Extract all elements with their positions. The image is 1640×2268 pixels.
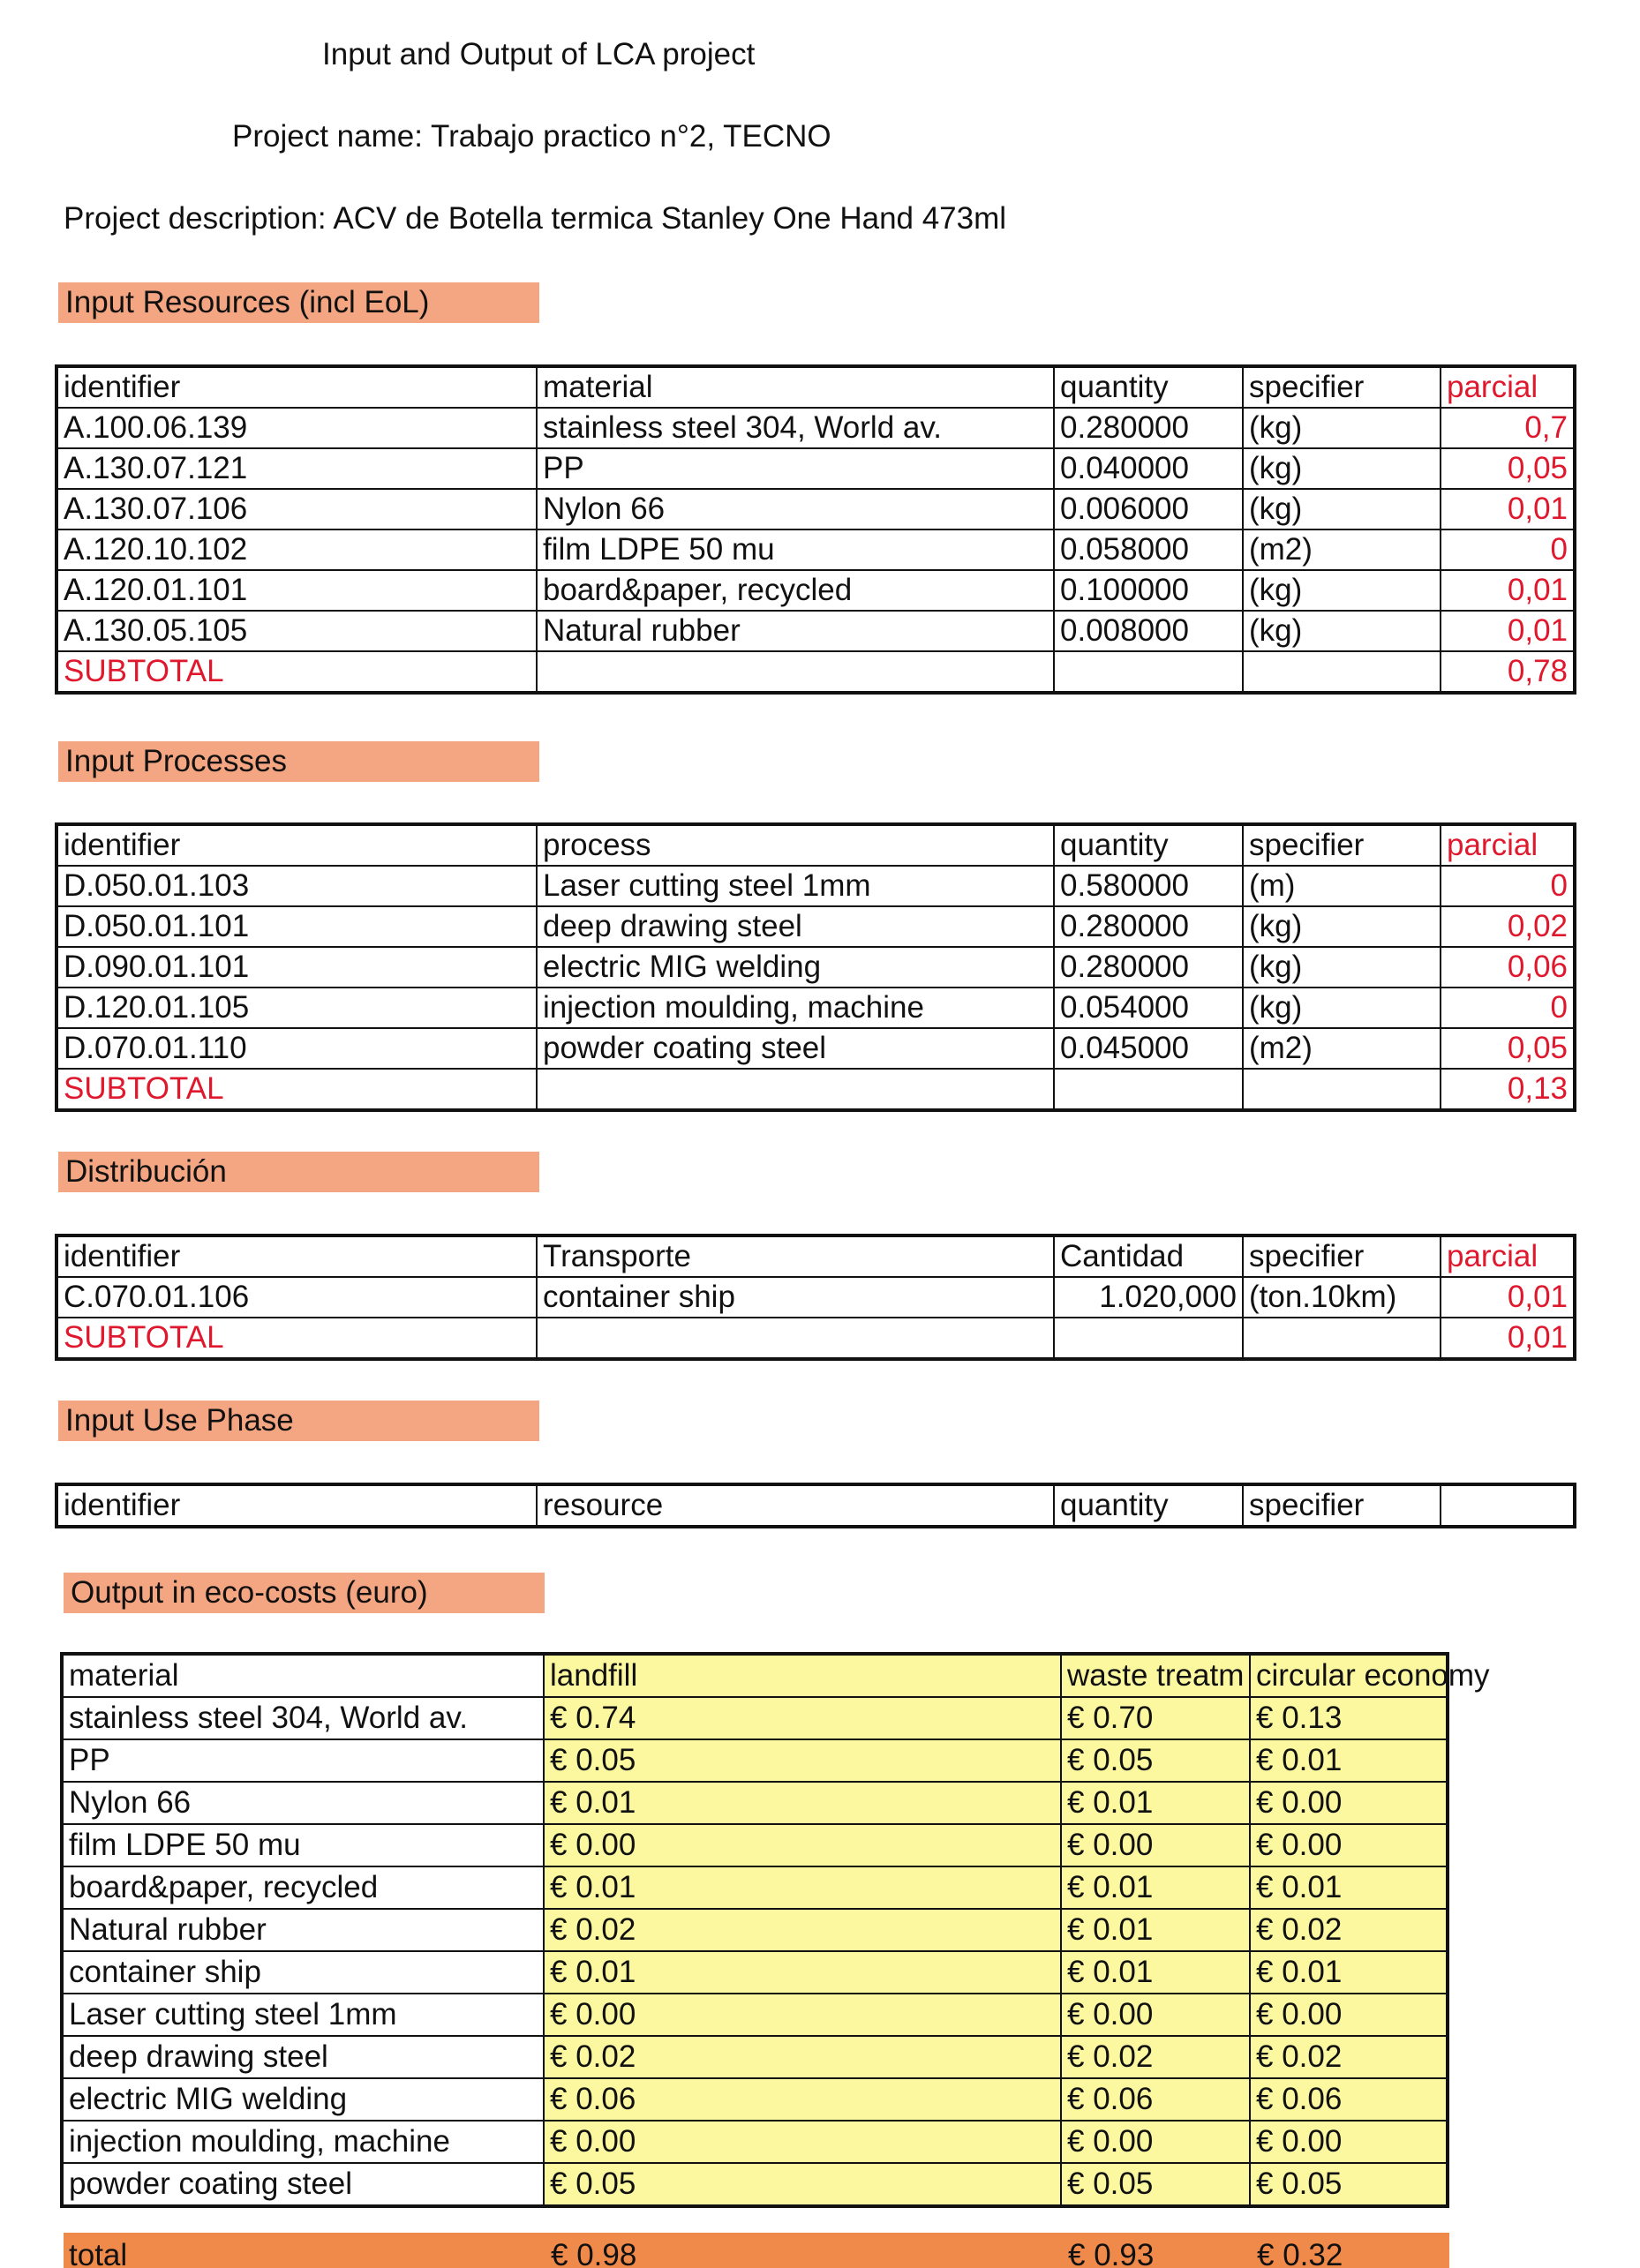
cell-identifier: C.070.01.106 bbox=[56, 1277, 537, 1318]
table-row bbox=[62, 1909, 1448, 1951]
section-distribucion: Distribución bbox=[58, 1152, 539, 1192]
cell-landfill: € 0.05 bbox=[544, 2163, 1061, 2206]
cell-identifier: D.070.01.110 bbox=[56, 1028, 537, 1069]
input-resources-table bbox=[55, 364, 1576, 695]
table-row bbox=[62, 1739, 1448, 1782]
cell-description: powder coating steel bbox=[537, 1028, 1054, 1069]
subtotal-value: 0,78 bbox=[1441, 651, 1575, 693]
cell-landfill: € 0.02 bbox=[544, 2036, 1061, 2078]
cell-parcial: 0,06 bbox=[1441, 947, 1575, 988]
cell-parcial: 0,02 bbox=[1441, 906, 1575, 947]
column-header-parcial: parcial bbox=[1441, 366, 1575, 408]
table-row bbox=[62, 2036, 1448, 2078]
empty-cell bbox=[1054, 651, 1243, 693]
cell-identifier: D.050.01.101 bbox=[56, 906, 537, 947]
cell-specifier: (kg) bbox=[1243, 570, 1441, 611]
cell-specifier: (kg) bbox=[1243, 448, 1441, 489]
cell-parcial: 0,01 bbox=[1441, 570, 1575, 611]
subtotal-row bbox=[56, 1069, 1575, 1110]
cell-landfill: € 0.01 bbox=[544, 1866, 1061, 1909]
column-header-identifier: identifier bbox=[56, 824, 537, 866]
cell-specifier: (kg) bbox=[1243, 408, 1441, 448]
cell-parcial: 0,01 bbox=[1441, 1277, 1575, 1318]
cell-material: electric MIG welding bbox=[62, 2078, 544, 2121]
cell-description: board&paper, recycled bbox=[537, 570, 1054, 611]
table-row bbox=[56, 408, 1575, 448]
project-name: Project name: Trabajo practico n°2, TECNO bbox=[232, 119, 831, 154]
cell-description: Laser cutting steel 1mm bbox=[537, 866, 1054, 906]
cell-landfill: € 0.00 bbox=[544, 2121, 1061, 2163]
table-row bbox=[62, 1697, 1448, 1739]
total-waste-treatment: € 0.93 bbox=[1068, 2238, 1155, 2268]
cell-parcial: 0,01 bbox=[1441, 611, 1575, 651]
total-circular-economy: € 0.32 bbox=[1257, 2238, 1343, 2268]
column-header-specifier: specifier bbox=[1243, 824, 1441, 866]
cell-circular-economy: € 0.02 bbox=[1250, 2036, 1448, 2078]
cell-identifier: A.100.06.139 bbox=[56, 408, 537, 448]
input-use-phase-table bbox=[55, 1483, 1576, 1528]
cell-landfill: € 0.00 bbox=[544, 1824, 1061, 1866]
column-header-quantity: quantity bbox=[1054, 824, 1243, 866]
column-header-parcial: parcial bbox=[1441, 1235, 1575, 1277]
cell-quantity: 0.280000 bbox=[1054, 408, 1243, 448]
cell-material: PP bbox=[62, 1739, 544, 1782]
cell-circular-economy: € 0.00 bbox=[1250, 1994, 1448, 2036]
cell-parcial: 0 bbox=[1441, 866, 1575, 906]
cell-specifier: (m2) bbox=[1243, 1028, 1441, 1069]
cell-landfill: € 0.01 bbox=[544, 1782, 1061, 1824]
cell-description: stainless steel 304, World av. bbox=[537, 408, 1054, 448]
table-row bbox=[62, 1866, 1448, 1909]
column-header-quantity: quantity bbox=[1054, 366, 1243, 408]
cell-description: Nylon 66 bbox=[537, 489, 1054, 529]
cell-quantity: 0.280000 bbox=[1054, 947, 1243, 988]
empty-cell bbox=[1054, 1069, 1243, 1110]
table-row bbox=[62, 1782, 1448, 1824]
cell-identifier: D.090.01.101 bbox=[56, 947, 537, 988]
cell-material: injection moulding, machine bbox=[62, 2121, 544, 2163]
cell-quantity: 0.280000 bbox=[1054, 906, 1243, 947]
cell-waste-treatment: € 0.00 bbox=[1061, 1824, 1250, 1866]
cell-waste-treatment: € 0.06 bbox=[1061, 2078, 1250, 2121]
cell-description: container ship bbox=[537, 1277, 1054, 1318]
cell-specifier: (kg) bbox=[1243, 489, 1441, 529]
column-header-material: material bbox=[62, 1654, 544, 1697]
cell-waste-treatment: € 0.00 bbox=[1061, 1994, 1250, 2036]
subtotal-value: 0,01 bbox=[1441, 1318, 1575, 1359]
cell-material: powder coating steel bbox=[62, 2163, 544, 2206]
empty-cell bbox=[1243, 1069, 1441, 1110]
cell-parcial: 0,01 bbox=[1441, 489, 1575, 529]
empty-cell bbox=[537, 1069, 1054, 1110]
distribucion-table bbox=[55, 1234, 1576, 1361]
empty-cell bbox=[1243, 1318, 1441, 1359]
column-header-quantity: quantity bbox=[1054, 1484, 1243, 1527]
page-title: Input and Output of LCA project bbox=[322, 37, 756, 71]
table-row bbox=[56, 1277, 1575, 1318]
column-header-identifier: identifier bbox=[56, 1235, 537, 1277]
cell-waste-treatment: € 0.01 bbox=[1061, 1782, 1250, 1824]
cell-description: injection moulding, machine bbox=[537, 988, 1054, 1028]
cell-waste-treatment: € 0.02 bbox=[1061, 2036, 1250, 2078]
column-header-description: Transporte bbox=[537, 1235, 1054, 1277]
column-header-landfill: landfill bbox=[544, 1654, 1061, 1697]
table-row bbox=[56, 906, 1575, 947]
table-header-row bbox=[56, 1484, 1575, 1527]
table-row bbox=[56, 448, 1575, 489]
cell-landfill: € 0.01 bbox=[544, 1951, 1061, 1994]
table-row bbox=[56, 570, 1575, 611]
table-row bbox=[56, 611, 1575, 651]
cell-parcial: 0 bbox=[1441, 988, 1575, 1028]
column-header-description: material bbox=[537, 366, 1054, 408]
cell-description: electric MIG welding bbox=[537, 947, 1054, 988]
cell-circular-economy: € 0.06 bbox=[1250, 2078, 1448, 2121]
table-row bbox=[62, 2121, 1448, 2163]
empty-cell bbox=[1243, 651, 1441, 693]
cell-material: Nylon 66 bbox=[62, 1782, 544, 1824]
table-row bbox=[62, 1994, 1448, 2036]
table-row bbox=[56, 947, 1575, 988]
table-row bbox=[56, 489, 1575, 529]
cell-specifier: (m) bbox=[1243, 866, 1441, 906]
cell-quantity: 0.580000 bbox=[1054, 866, 1243, 906]
cell-quantity: 0.058000 bbox=[1054, 529, 1243, 570]
section-input-processes: Input Processes bbox=[58, 741, 539, 782]
cell-landfill: € 0.74 bbox=[544, 1697, 1061, 1739]
cell-parcial: 0,7 bbox=[1441, 408, 1575, 448]
cell-circular-economy: € 0.00 bbox=[1250, 1782, 1448, 1824]
column-header-quantity: Cantidad bbox=[1054, 1235, 1243, 1277]
cell-specifier: (ton.10km) bbox=[1243, 1277, 1441, 1318]
table-row bbox=[62, 1951, 1448, 1994]
column-header-description: resource bbox=[537, 1484, 1054, 1527]
subtotal-label: SUBTOTAL bbox=[56, 651, 537, 693]
eco-costs-total-row bbox=[64, 2233, 1449, 2268]
subtotal-value: 0,13 bbox=[1441, 1069, 1575, 1110]
cell-specifier: (kg) bbox=[1243, 906, 1441, 947]
table-row bbox=[56, 529, 1575, 570]
cell-waste-treatment: € 0.01 bbox=[1061, 1951, 1250, 1994]
section-input-resources: Input Resources (incl EoL) bbox=[58, 282, 539, 323]
column-header-specifier: specifier bbox=[1243, 1484, 1441, 1527]
cell-waste-treatment: € 0.01 bbox=[1061, 1909, 1250, 1951]
total-landfill: € 0.98 bbox=[551, 2238, 637, 2268]
cell-waste-treatment: € 0.05 bbox=[1061, 2163, 1250, 2206]
cell-material: container ship bbox=[62, 1951, 544, 1994]
cell-quantity: 0.008000 bbox=[1054, 611, 1243, 651]
subtotal-row bbox=[56, 651, 1575, 693]
table-header-row bbox=[56, 1235, 1575, 1277]
table-row bbox=[56, 988, 1575, 1028]
input-processes-table bbox=[55, 822, 1576, 1112]
table-header-row bbox=[56, 366, 1575, 408]
cell-identifier: D.120.01.105 bbox=[56, 988, 537, 1028]
empty-cell bbox=[537, 1318, 1054, 1359]
column-header-specifier: specifier bbox=[1243, 1235, 1441, 1277]
subtotal-label: SUBTOTAL bbox=[56, 1069, 537, 1110]
table-header-row bbox=[56, 824, 1575, 866]
output-eco-costs-table bbox=[60, 1652, 1490, 2208]
cell-quantity: 1.020,000 bbox=[1054, 1277, 1243, 1318]
table-row bbox=[62, 2163, 1448, 2206]
cell-quantity: 0.054000 bbox=[1054, 988, 1243, 1028]
cell-specifier: (kg) bbox=[1243, 988, 1441, 1028]
section-input-use-phase: Input Use Phase bbox=[58, 1401, 539, 1441]
cell-circular-economy: € 0.02 bbox=[1250, 1909, 1448, 1951]
table-row bbox=[62, 2078, 1448, 2121]
column-header-identifier: identifier bbox=[56, 1484, 537, 1527]
cell-identifier: A.130.05.105 bbox=[56, 611, 537, 651]
cell-waste-treatment: € 0.00 bbox=[1061, 2121, 1250, 2163]
cell-quantity: 0.100000 bbox=[1054, 570, 1243, 611]
column-header-parcial bbox=[1441, 1484, 1575, 1527]
cell-circular-economy: € 0.01 bbox=[1250, 1866, 1448, 1909]
column-header-identifier: identifier bbox=[56, 366, 537, 408]
cell-material: Natural rubber bbox=[62, 1909, 544, 1951]
cell-specifier: (m2) bbox=[1243, 529, 1441, 570]
cell-landfill: € 0.06 bbox=[544, 2078, 1061, 2121]
section-output-eco-costs: Output in eco-costs (euro) bbox=[64, 1573, 545, 1613]
table-row bbox=[56, 1028, 1575, 1069]
cell-landfill: € 0.00 bbox=[544, 1994, 1061, 2036]
cell-description: film LDPE 50 mu bbox=[537, 529, 1054, 570]
cell-quantity: 0.006000 bbox=[1054, 489, 1243, 529]
cell-circular-economy: € 0.01 bbox=[1250, 1951, 1448, 1994]
cell-circular-economy: € 0.13 bbox=[1250, 1697, 1448, 1739]
subtotal-label: SUBTOTAL bbox=[56, 1318, 537, 1359]
cell-quantity: 0.045000 bbox=[1054, 1028, 1243, 1069]
cell-material: stainless steel 304, World av. bbox=[62, 1697, 544, 1739]
cell-identifier: A.120.10.102 bbox=[56, 529, 537, 570]
cell-parcial: 0 bbox=[1441, 529, 1575, 570]
cell-specifier: (kg) bbox=[1243, 947, 1441, 988]
cell-material: deep drawing steel bbox=[62, 2036, 544, 2078]
empty-cell bbox=[537, 651, 1054, 693]
cell-landfill: € 0.05 bbox=[544, 1739, 1061, 1782]
cell-description: PP bbox=[537, 448, 1054, 489]
cell-description: deep drawing steel bbox=[537, 906, 1054, 947]
cell-quantity: 0.040000 bbox=[1054, 448, 1243, 489]
project-description: Project description: ACV de Botella termica Stanley One Hand 473ml bbox=[64, 201, 1007, 236]
cell-landfill: € 0.02 bbox=[544, 1909, 1061, 1951]
column-header-circular-economy: circular economy bbox=[1250, 1654, 1448, 1697]
column-header-waste-treatment: waste treatm bbox=[1061, 1654, 1250, 1697]
cell-description: Natural rubber bbox=[537, 611, 1054, 651]
cell-circular-economy: € 0.00 bbox=[1250, 2121, 1448, 2163]
cell-waste-treatment: € 0.05 bbox=[1061, 1739, 1250, 1782]
empty-cell bbox=[1054, 1318, 1243, 1359]
cell-identifier: A.130.07.106 bbox=[56, 489, 537, 529]
cell-parcial: 0,05 bbox=[1441, 448, 1575, 489]
cell-circular-economy: € 0.00 bbox=[1250, 1824, 1448, 1866]
cell-circular-economy: € 0.05 bbox=[1250, 2163, 1448, 2206]
total-label: total bbox=[69, 2238, 128, 2268]
column-header-specifier: specifier bbox=[1243, 366, 1441, 408]
cell-waste-treatment: € 0.70 bbox=[1061, 1697, 1250, 1739]
cell-material: board&paper, recycled bbox=[62, 1866, 544, 1909]
cell-parcial: 0,05 bbox=[1441, 1028, 1575, 1069]
column-header-description: process bbox=[537, 824, 1054, 866]
cell-identifier: D.050.01.103 bbox=[56, 866, 537, 906]
table-header-row bbox=[62, 1654, 1448, 1697]
cell-waste-treatment: € 0.01 bbox=[1061, 1866, 1250, 1909]
table-row bbox=[62, 1824, 1448, 1866]
cell-material: Laser cutting steel 1mm bbox=[62, 1994, 544, 2036]
cell-circular-economy: € 0.01 bbox=[1250, 1739, 1448, 1782]
cell-material: film LDPE 50 mu bbox=[62, 1824, 544, 1866]
cell-identifier: A.130.07.121 bbox=[56, 448, 537, 489]
subtotal-row bbox=[56, 1318, 1575, 1359]
cell-specifier: (kg) bbox=[1243, 611, 1441, 651]
cell-identifier: A.120.01.101 bbox=[56, 570, 537, 611]
table-row bbox=[56, 866, 1575, 906]
column-header-parcial: parcial bbox=[1441, 824, 1575, 866]
